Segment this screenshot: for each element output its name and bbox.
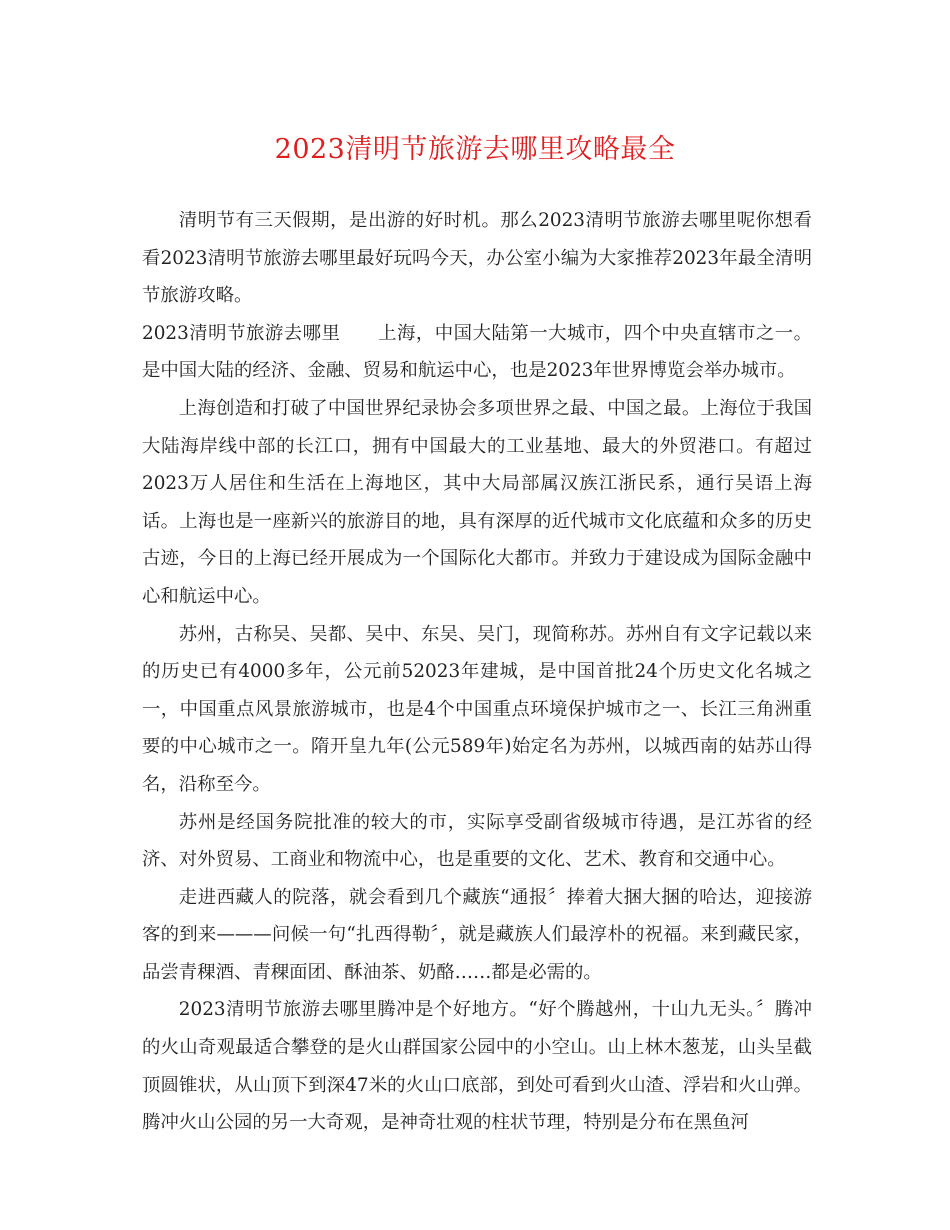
paragraph: 2023清明节旅游去哪里 上海，中国大陆第一大城市，四个中央直辖市之一。是中国大陆的经济、金融、贸易和航运中心，也是2023年世界博览会举办城市。 bbox=[142, 322, 812, 382]
paragraph: 苏州是经国务院批准的较大的市，实际享受副省级城市待遇，是江苏省的经济、对外贸易、工商业和物流中心，也是重要的文化、艺术、教育和交通中心。 bbox=[142, 811, 812, 871]
paragraph: 走进西藏人的院落，就会看到几个藏族“通报〞捧着大捆大捆的哈达，迎接游客的到来———问候一句“扎西得勒〞，就是藏族人们最淳朴的祝福。来到藏民家，品尝青稞酒、青稞面团、酥油茶、奶酪……都是必需的。 bbox=[142, 886, 812, 983]
document-title: 2023清明节旅游去哪里攻略最全 bbox=[274, 134, 676, 165]
paragraph: 2023清明节旅游去哪里腾冲是个好地方。“好个腾越州，十山九无头。〞腾冲的火山奇观最适合攀登的是火山群国家公园中的小空山。山上林木葱茏，山头呈截顶圆锥状，从山顶下到深47米的火山口底部，到处可看到火山渣、浮岩和火山弹。腾冲火山公园的另一大奇观，是神奇壮观的柱状节理，特别是分布在黑鱼河 bbox=[142, 999, 812, 1134]
paragraph: 清明节有三天假期，是出游的好时机。那么2023清明节旅游去哪里呢你想看看2023清明节旅游去哪里最好玩吗今天，办公室小编为大家推荐2023年最全清明节旅游攻略。 bbox=[142, 210, 812, 307]
paragraph: 上海创造和打破了中国世界纪录协会多项世界之最、中国之最。上海位于我国大陆海岸线中部的长江口，拥有中国最大的工业基地、最大的外贸港口。有超过2023万人居住和生活在上海地区，其中大局部属汉族江浙民系，通行吴语上海话。上海也是一座新兴的旅游目的地，具有深厚的近代城市文化底蕴和众多的历史古迹，今日的上海已经开展成为一个国际化大都市。并致力于建设成为国际金融中心和航运中心。 bbox=[142, 397, 812, 607]
paragraph: 苏州，古称吴、吴都、吴中、东吴、吴门，现简称苏。苏州自有文字记载以来的历史已有4000多年，公元前52023年建城，是中国首批24个历史文化名城之一，中国重点风景旅游城市，也是4个中国重点环境保护城市之一、长江三角洲重要的中心城市之一。隋开皇九年(公元589年)始定名为苏州，以城西南的姑苏山得名，沿称至今。 bbox=[142, 623, 812, 795]
document-body bbox=[142, 202, 812, 1142]
